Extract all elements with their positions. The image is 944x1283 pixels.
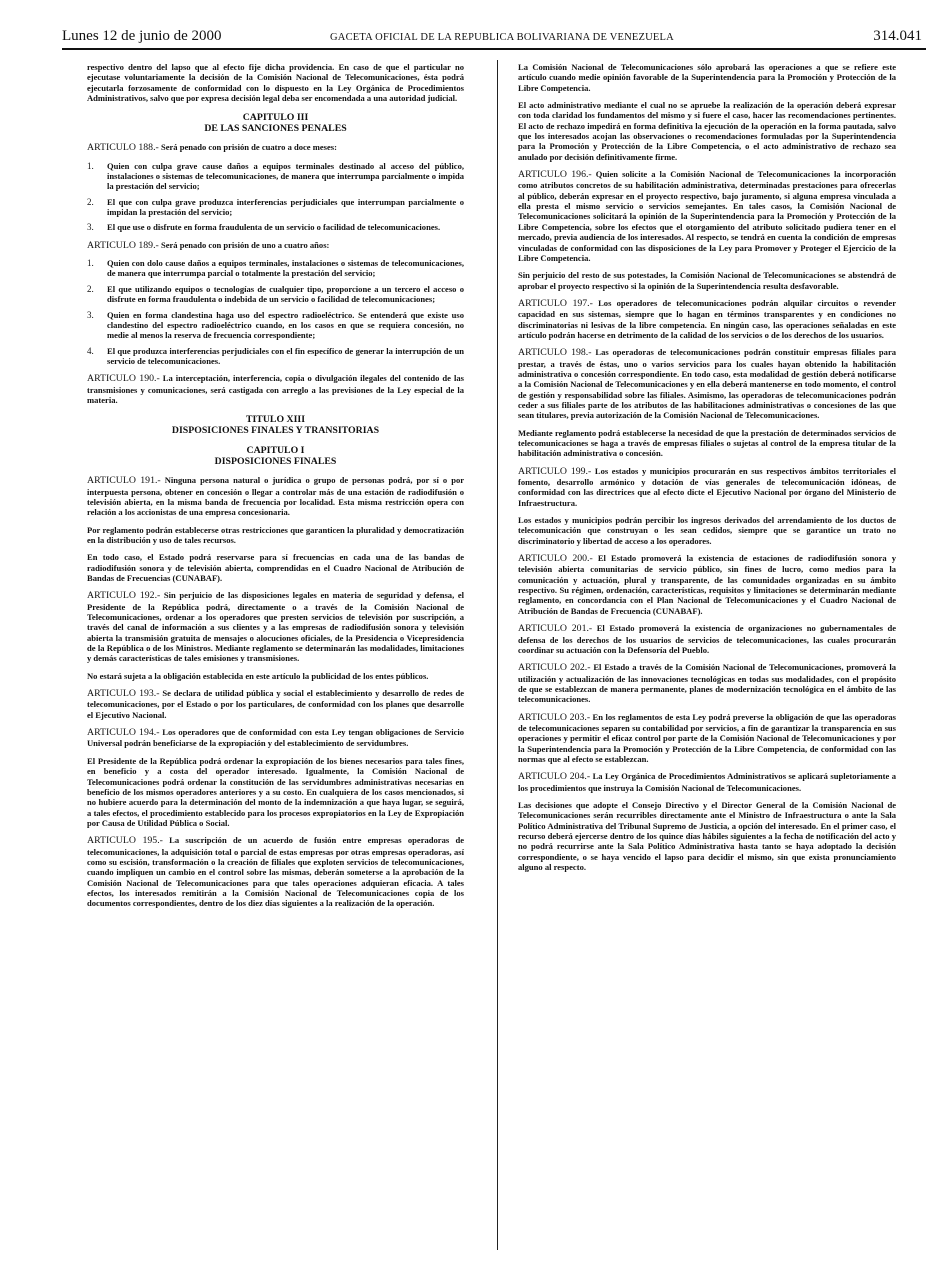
paragraph: Por reglamento podrán establecerse otras restricciones que garanticen la pluralidad y democratización en la distribución y uso de tales recursos. <box>87 524 464 545</box>
article-197: ARTICULO 197.- Los operadores de telecomunicaciones podrán alquilar circuitos o revender capacidad en sus sistemas, siempre que lo hagan en términos transparentes y en condiciones no discriminatorias ni lesivas de la libre competencia. En ningún caso, las operaciones señaladas en este artículo podrán hacerse en detrimento de la calidad de los servicios o de los derechos de los usuarios. <box>518 297 896 340</box>
article-label: ARTICULO 188.- <box>87 142 159 154</box>
article-198: ARTICULO 198.- Las operadoras de telecomunicaciones podrán constituir empresas filiales para prestar, a través de éstas, uno o varios servicios para los cuales hayan obtenido la habilitación administrativa o concesión correspondiente. En todo caso, esta modalidad de gestión deberá notificarse a la Comisión Nacional de Telecomunicaciones y en ella deberá mantenerse en todo momento, el control de gestión y responsabilidad sobre las filiales. Asimismo, las operadoras de telecomunicaciones podrán ceder a sus filiales parte de los atributos de las habilitaciones administrativas o concesiones de las que sean titulares, previa autorización de la Comisión Nacional de Telecomunicaciones. <box>518 347 897 421</box>
article-203: ARTICULO 203.- En los reglamentos de esta Ley podrá preverse la obligación de que las operadoras de telecomunicaciones separen su contabilidad por servicios, a fin de garantizar la transparencia en sus operaciones y permitir el eficaz control por parte de la Comisión Nacional de Telecomunicaciones y por la Superintendencia para la Promoción y Protección de la Libre Competencia, de conformidad con las normas que al efecto se establezcan. <box>518 711 896 764</box>
article-label: ARTICULO 193.- <box>87 688 160 700</box>
paragraph: Sin perjuicio del resto de sus potestades, la Comisión Nacional de Telecomunicaciones se abstendrá de aprobar el proyecto respectivo si la opinión de la Superintendencia resulta desfavorable. <box>518 270 896 291</box>
right-column <box>518 62 896 879</box>
article-label: ARTICULO 201.- <box>518 623 593 635</box>
article-label: ARTICULO 200.- <box>518 553 593 565</box>
article-191: ARTICULO 191.- Ninguna persona natural o jurídica o grupo de personas podrá, por sí o por interpuesta persona, obtener en concesión o llegar a controlar más de una estación de radiodifusión o televisión abierta, en la misma banda de frecuencia por localidad. Esta misma restricción opera con relación a los accionistas de una empresa concesionaria. <box>87 475 465 518</box>
article-label: ARTICULO 194.- <box>87 727 160 739</box>
article-202: ARTICULO 202.- El Estado a través de la Comisión Nacional de Telecomunicaciones, promoverá la utilización y actualización de las innovaciones tecnológicas en todas sus modalidades, con el propósito de que se establezcan de manera permanente, planes de modernización tecnológica en el ámbito de las telecomunicaciones. <box>518 662 897 705</box>
paragraph: En todo caso, el Estado podrá reservarse para sí frecuencias en cada una de las bandas de radiodifusión sonora y de televisión abierta, comprendidas en el Cuadro Nacional de Atribución de Bandas de Frecuencias (CUNABAF). <box>87 552 464 583</box>
paragraph: El Presidente de la República podrá ordenar la expropiación de los bienes necesarios para tales fines, en beneficio y a costa del operador interesado. Igualmente, la Comisión Nacional de Telecomunicaciones podrá ordenar la constitución de las servidumbres administrativas necesarias en beneficio de los mismos operadores anteriores y a su costo. En cualquiera de los casos mencionados, si no hubiere acuerdo para la determinación del monto de la indemnización a que haya lugar, se seguirá, a tales efectos, el procedimiento establecido para los procesos expropiatorios en la Ley de Expropiación por Causa de Utilidad Pública o Social. <box>87 755 464 828</box>
list-item: 2. El que utilizando equipos o tecnologías de cualquier tipo, proporcione a un tercero el acceso o disfrute en forma fraudulenta o indebida de un servicio o facilidad de telecomunicaciones; <box>87 283 464 305</box>
paragraph: Los estados y municipios podrán percibir los ingresos derivados del arrendamiento de los ductos de telecomunicación que construyan o les sean cedidos, siempre que se garantice un trato no discriminatorio y libertad de acceso a los operadores. <box>518 515 896 546</box>
paragraph: No estará sujeta a la obligación establecida en este artículo la publicidad de los entes públicos. <box>87 670 429 681</box>
paragraph: respectivo dentro del lapso que al efecto fije dicha providencia. En caso de que el particular no ejecutase voluntariamente la decisión de la Comisión Nacional de Telecomunicaciones, ésta podrá ejecutarla forzosamente de conformidad con lo dispuesto en la Ley Orgánica de Procedimientos Administrativos, salvo que por expresa decisión legal deba ser encomendada a una autoridad judicial. <box>87 62 464 104</box>
article-label: ARTICULO 192.- <box>87 590 161 602</box>
article-label: ARTICULO 199.- <box>518 465 592 477</box>
article-label: ARTICULO 196.- <box>518 169 592 181</box>
article-193: ARTICULO 193.- Se declara de utilidad pública y social el establecimiento y desarrollo de redes de telecomunicaciones, por el Estado o por los particulares, de conformidad con los planes que desarrolle el Ejecutivo Nacional. <box>87 688 465 720</box>
paragraph: El acto administrativo mediante el cual no se apruebe la realización de la operación deberá expresar con toda claridad los fundamentos del mismo y si fuere el caso, hacer las recomendaciones pertinentes. El acto de rechazo impedirá en forma definitiva la ejecución de la operación en la forma pautada, salvo que los interesados acojan las observaciones o recomendaciones formuladas por la Superintendencia para la Promoción y Protección de la Libre Competencia, o el acto administrativo de rechazo sea anulado por decisión definitivamente firme. <box>518 100 896 162</box>
page-header <box>62 28 926 50</box>
article-label: ARTICULO 202.- <box>518 662 591 674</box>
article-195: ARTICULO 195.- La suscripción de un acuerdo de fusión entre empresas operadoras de telecomunicaciones, la adquisición total o parcial de estas empresas por otras empresas operadoras, así como su escisión, transformación o la creación de filiales que exploten servicios de telecomunicaciones, cuando impliquen un cambio en el control sobre las mismas, deberán someterse a la aprobación de la Comisión Nacional de Telecomunicaciones para que tales operaciones adquieran eficacia. A tales efectos, los interesados remitirán a la Comisión Nacional de Telecomunicaciones copia de los documentos correspondientes, dentro de los diez días siguientes a la realización de la operación. <box>87 835 464 909</box>
article-201: ARTICULO 201.- El Estado promoverá la existencia de organizaciones no gubernamentales de defensa de los derechos de los usuarios de servicios de telecomunicaciones, las cuales procurarán coordinar su actuación con la Defensoría del Pueblo. <box>518 623 897 655</box>
page-number: 314.041 <box>873 28 922 44</box>
article-199: ARTICULO 199.- Los estados y municipios procurarán en sus respectivos ámbitos territoriales el fomento, desarrollo armónico y dotación de vías generales de telecomunicación idóneas, de conformidad con las directrices que al efecto dicte el Ejecutivo Nacional por órgano del Ministerio de Infraestructura. <box>518 465 897 508</box>
article-194: ARTICULO 194.- Los operadores que de conformidad con esta Ley tengan obligaciones de Servicio Universal podrán beneficiarse de la expropiación y del establecimiento de servidumbres. <box>87 727 465 749</box>
article-188-list <box>87 161 464 233</box>
article-196: ARTICULO 196.- Quien solicite a la Comisión Nacional de Telecomunicaciones la incorporación como atributos concretos de su habilitación administrativa, determinadas prestaciones para ofrecerlas al público, deberán expresar en el proyecto respectivo, bajo juramento, si alguna empresa vinculada a ella presta el mismo servicio o servicios semejantes. En tales casos, la Comisión Nacional de Telecomunicaciones solicitará la opinión de la Superintendencia para la Promoción y Protección de la Libre Competencia, sobre los efectos que el otorgamiento del atributo solicitado pudiera tener en el mercado, previa audiencia de los interesados. Al respecto, se tendrá en cuenta la condición de empresas vinculadas de conformidad con las disposiciones de la Ley para Promover y Proteger el Ejercicio de la Libre Competencia. <box>518 169 896 263</box>
list-item: 3. El que use o disfrute en forma fraudulenta de un servicio o facilidad de telecomunicaciones. <box>87 222 441 233</box>
list-item: 2. El que con culpa grave produzca interferencias perjudiciales que interrumpan parcialmente o impidan la prestación del servicio; <box>87 196 464 218</box>
issue-date: Lunes 12 de junio de 2000 <box>62 28 222 44</box>
title-heading: TITULO XIII DISPOSICIONES FINALES Y TRANSITORIAS <box>171 414 380 437</box>
article-label: ARTICULO 190.- <box>87 373 160 385</box>
article-189: ARTICULO 189.- Será penado con prisión de uno a cuatro años: <box>87 239 330 251</box>
article-192: ARTICULO 192.- Sin perjuicio de las disposiciones legales en materia de seguridad y defensa, el Presidente de la República podrá, directamente o a través de la Comisión Nacional de Telecomunicaciones, ordenar a los operadores que presten servicios de televisión por suscripción, a través del canal de información a sus clientes y a las empresas de radiodifusión sonora y televisión abierta la transmisión gratuita de mensajes o alocuciones oficiales, de la Presidencia o Vicepresidencia de la República o de los Ministros. Mediante reglamento se determinarán las modalidades, limitaciones y demás características de tales emisiones y transmisiones. <box>87 590 464 664</box>
article-label: ARTICULO 203.- <box>518 711 591 723</box>
column-divider <box>497 60 498 1250</box>
article-label: ARTICULO 191.- <box>87 475 161 487</box>
chapter-heading: CAPITULO III DE LAS SANCIONES PENALES <box>204 112 347 135</box>
article-label: ARTICULO 197.- <box>518 297 593 309</box>
list-item: 1. Quien con culpa grave cause daños a equipos terminales destinado al acceso del público, instalaciones o sistemas de telecomunicaciones, de manera que interrumpa parcialmente o impida la prestación del servicio; <box>87 160 464 192</box>
paragraph: Mediante reglamento podrá establecerse la necesidad de que la prestación de determinados servicios de telecomunicaciones se haga a través de empresas filiales o sujetas al control de la empresa titular de la habilitación administrativa o concesión. <box>518 427 896 459</box>
list-item: 1. Quien con dolo cause daños a equipos terminales, instalaciones o sistemas de telecomunicaciones, de manera que interrumpa parcial o totalmente la prestación del servicio; <box>87 258 464 279</box>
article-190: ARTICULO 190.- La interceptación, interferencia, copia o divulgación ilegales del contenido de las transmisiones y comunicaciones, será castigada con arreglo a las previsiones de la Ley especial de la materia. <box>87 373 464 405</box>
article-label: ARTICULO 198.- <box>518 347 592 359</box>
article-204: ARTICULO 204.- La Ley Orgánica de Procedimientos Administrativos se aplicará supletoriamente a los procedimientos que instruya la Comisión Nacional de Telecomunicaciones. <box>518 771 896 793</box>
left-column <box>87 62 464 916</box>
article-label: ARTICULO 189.- <box>87 239 159 251</box>
paragraph: Las decisiones que adopte el Consejo Directivo y el Director General de la Comisión Nacional de Telecomunicaciones serán recurribles directamente ante el Ministro de Infraestructura o ante la Sala Político Administrativa del Tribunal Supremo de Justicia, a opción del interesado. En el primer caso, el recurso deberá ejercerse dentro de los quince días hábiles siguientes a la fecha de notificación del acto y no podrá recurrirse ante la Sala Político Administrativa hasta tanto se haya adoptado la decisión correspondiente, o se haya vencido el lapso para decidir el mismo, sin que exista pronunciamiento alguno al respecto. <box>518 799 896 873</box>
list-item: 4. El que produzca interferencias perjudiciales con el fin específico de generar la interrupción de un servicio de telecomunicaciones. <box>87 345 464 366</box>
article-189-list <box>87 258 464 366</box>
article-200: ARTICULO 200.- El Estado promoverá la existencia de estaciones de radiodifusión sonora y televisión abierta comunitarias de servicio público, sin fines de lucro, como medios para la comunicación y actuación, plural y transparente, de las comunidades organizadas en su ámbito respectivo. Su régimen, ordenación, características, requisitos y limitaciones se determinarán mediante reglamento, en concordancia con el Plan Nacional de Telecomunicaciones y el Cuadro Nacional de Atribución de Bandas de Frecuencia (CUNABAF). <box>518 553 896 616</box>
chapter-heading: CAPITULO I DISPOSICIONES FINALES <box>214 445 337 468</box>
article-label: ARTICULO 195.- <box>87 835 163 847</box>
list-item: 3. Quien en forma clandestina haga uso del espectro radioeléctrico. Se entenderá que existe uso clandestino del espectro radioeléctrico cuando, en los casos en que se requiera concesión, no medie al menos la reserva de frecuencia correspondiente; <box>87 309 464 341</box>
paragraph: La Comisión Nacional de Telecomunicaciones sólo aprobará las operaciones a que se refiere este artículo cuando medie opinión favorable de la Superintendencia para la Promoción y Protección de la Libre Competencia. <box>518 62 896 93</box>
article-label: ARTICULO 204.- <box>518 771 591 783</box>
gazette-title: GACETA OFICIAL DE LA REPUBLICA BOLIVARIANA DE VENEZUELA <box>330 32 674 43</box>
article-188: ARTICULO 188.- Será penado con prisión de cuatro a doce meses: <box>87 142 337 154</box>
